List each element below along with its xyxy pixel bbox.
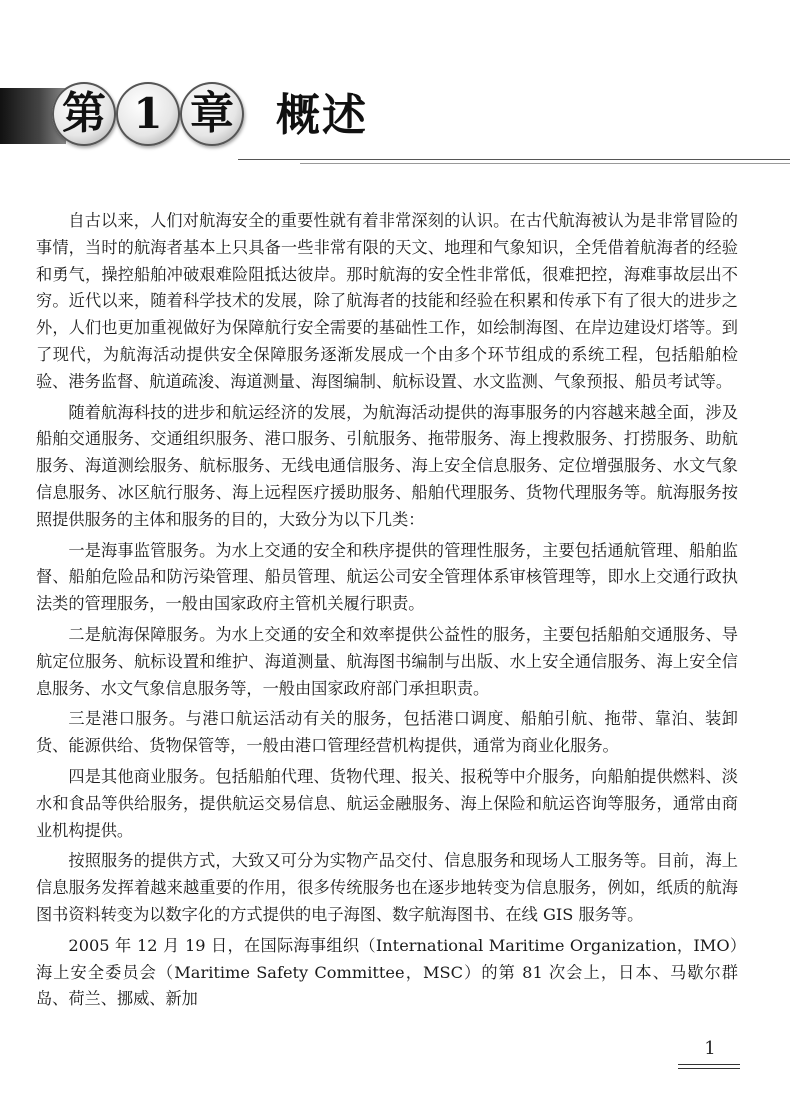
paragraph-3: 一是海事监管服务。为水上交通的安全和秩序提供的管理性服务，主要包括通航管理、船舶监督、船舶危险品和防污染管理、船员管理、航运公司安全管理体系审核管理等，即水上交通行政执法类的管理服务，一般由国家政府主管机关履行职责。 <box>36 540 738 614</box>
paragraph-7: 按照服务的提供方式，大致又可分为实物产品交付、信息服务和现场人工服务等。目前，海上信息服务发挥着越来越重要的作用，很多传统服务也在逐步地转变为信息服务，例如，纸质的航海图书资料转变为以数字化的方式提供的电子海图、数字航海图书、在线 GIS 服务等。 <box>36 851 738 924</box>
paragraph-4: 二是航海保障服务。为水上交通的安全和效率提供公益性的服务，主要包括船舶交通服务、导航定位服务、航标设置和维护、海道测量、航海图书编制与出版、水上安全通信服务、海上安全信息服务、水文气象信息服务等，一般由国家政府部门承担职责。 <box>36 624 738 698</box>
chapter-badge-di: 第 <box>52 82 116 146</box>
body-text <box>36 208 738 1017</box>
chapter-badge <box>52 82 252 146</box>
page-number-rule-bottom <box>678 1068 740 1069</box>
chapter-title: 概述 <box>276 90 368 141</box>
header-rule-top <box>238 159 790 160</box>
chapter-badge-zhang: 章 <box>180 82 244 146</box>
header-rule-bottom <box>300 163 790 164</box>
page-number-rule-top <box>678 1064 740 1065</box>
paragraph-2: 随着航海科技的进步和航运经济的发展，为航海活动提供的海事服务的内容越来越全面，涉及船舶交通服务、交通组织服务、港口服务、引航服务、拖带服务、海上搜救服务、打捞服务、助航服务、海道测绘服务、航标服务、无线电通信服务、海上安全信息服务、定位增强服务、水文气象信息服务、冰区航行服务、海上远程医疗援助服务、船舶代理服务、货物代理服务等。航海服务按照提供服务的主体和服务的目的，大致分为以下几类： <box>36 402 738 529</box>
chapter-badge-number: 1 <box>116 82 180 146</box>
chapter-header <box>0 0 790 190</box>
paragraph-6: 四是其他商业服务。包括船舶代理、货物代理、报关、报税等中介服务，向船舶提供燃料、淡水和食品等供给服务，提供航运交易信息、航运金融服务、海上保险和航运咨询等服务，通常由商业机构提供。 <box>36 766 738 840</box>
paragraph-8: 2005 年 12 月 19 日，在国际海事组织（International Maritime Organization，IMO）海上安全委员会（Maritime Safety Committee，MSC）的第 81 次会上，日本、马歇尔群岛、荷兰、挪威、新加 <box>36 935 738 1009</box>
paragraph-5: 三是港口服务。与港口航运活动有关的服务，包括港口调度、船舶引航、拖带、靠泊、装卸货、能源供给、货物保管等，一般由港口管理经营机构提供，通常为商业化服务。 <box>36 709 738 756</box>
paragraph-1: 自古以来，人们对航海安全的重要性就有着非常深刻的认识。在古代航海被认为是非常冒险的事情，当时的航海者基本上只具备一些非常有限的天文、地理和气象知识，全凭借着航海者的经验和勇气，操控船舶冲破艰难险阻抵达彼岸。那时航海的安全性非常低，很难把控，海难事故层出不穷。近代以来，随着科学技术的发展，除了航海者的技能和经验在积累和传承下有了很大的进步之外，人们也更加重视做好为保障航行安全需要的基础性工作，如绘制海图、在岸边建设灯塔等。到了现代，为航海活动提供安全保障服务逐渐发展成一个由多个环节组成的系统工程，包括船舶检验、港务监督、航道疏浚、海道测量、海图编制、航标设置、水文监测、气象预报、船员考试等。 <box>36 211 738 391</box>
page-number: 1 <box>704 1038 716 1059</box>
